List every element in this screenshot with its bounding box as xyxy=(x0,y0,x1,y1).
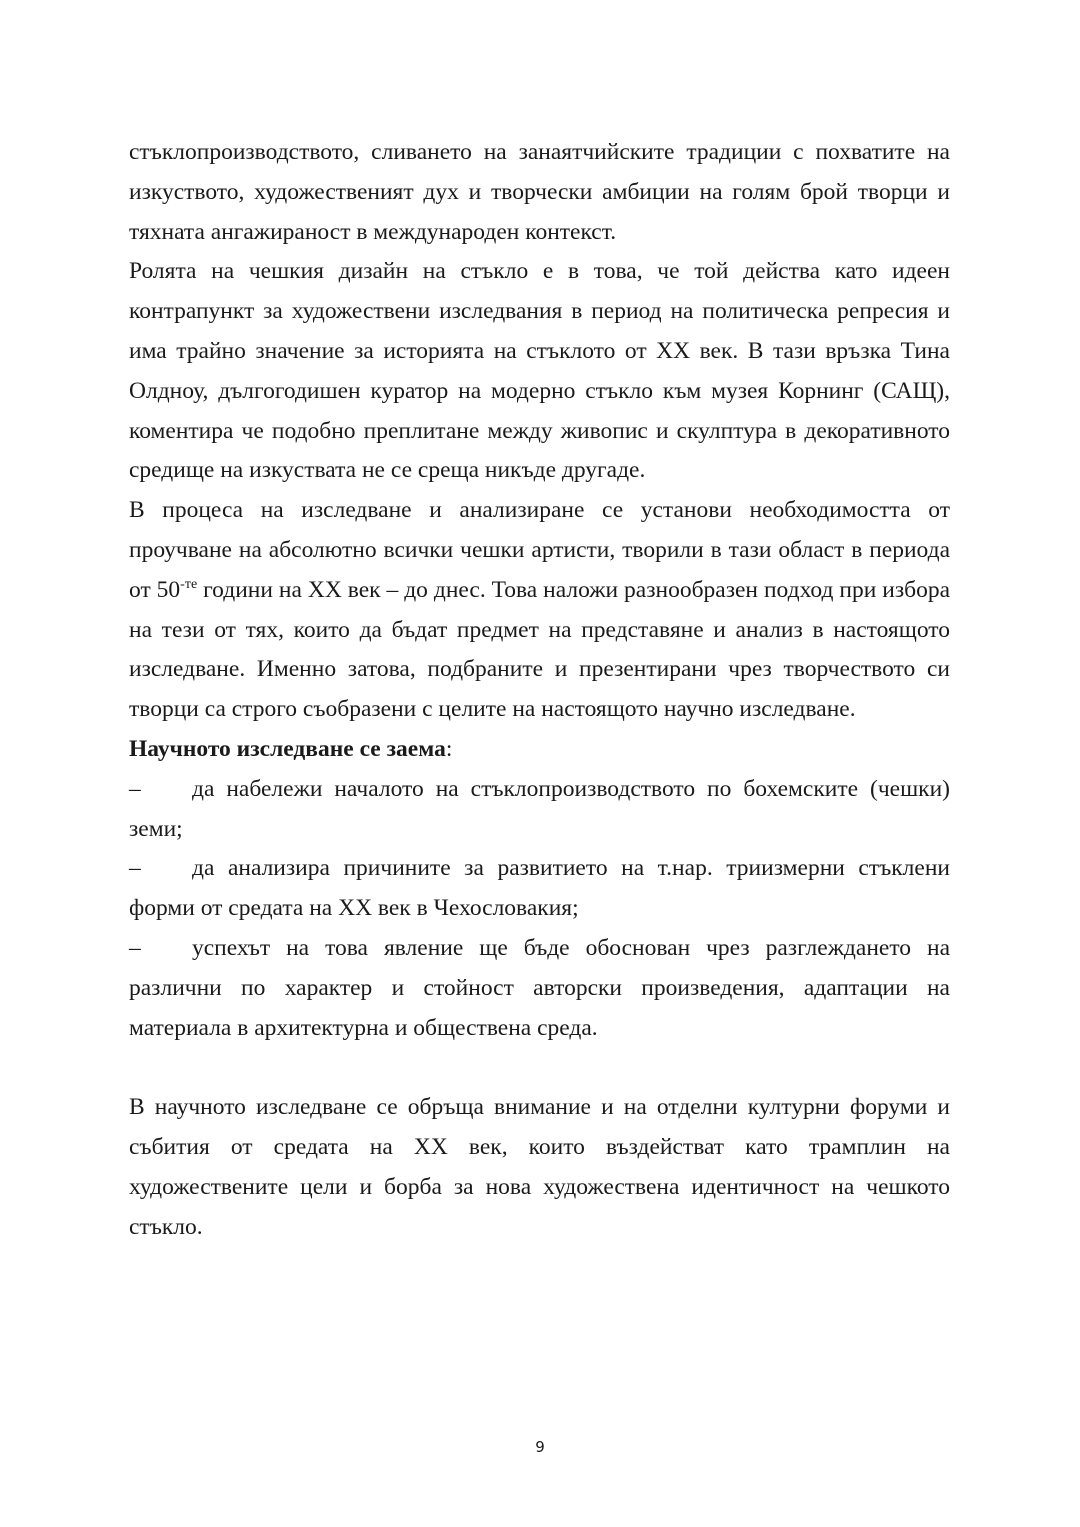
page-body xyxy=(129,133,950,1248)
list-dash-icon: – xyxy=(129,775,141,802)
list-dash-icon: – xyxy=(129,934,141,961)
paragraph-research-process-start: В процеса на изследване и анализиране се установи необходимостта от проучване на абсолютно всички чешки артисти, творили в тази област в периода от 50 xyxy=(129,497,950,603)
paragraph-spacer xyxy=(129,1048,950,1088)
goal-item-text: да набележи началото на стъклопроизводството по бохемските (чешки) земи; xyxy=(129,775,950,842)
goals-heading xyxy=(129,730,950,770)
page-number: 9 xyxy=(535,1438,545,1456)
goals-heading-colon: : xyxy=(445,735,453,762)
list-dash-icon: – xyxy=(129,855,141,882)
goals-heading-text: Научното изследване се заема xyxy=(129,735,446,762)
goal-item-text: да анализира причините за развитието на т.нар. триизмерни стъклени форми от средата на XX век в Чехословакия; xyxy=(129,855,950,922)
paragraph-cultural-forums: В научното изследване се обръща внимание и на отделни културни форуми и събития от средата на XX век, които въздействат като трамплин на художествените цели и борба за нова художествена идентичност на чешкото стъкло. xyxy=(129,1094,950,1240)
goal-item-text: успехът на това явление ще бъде обоснован чрез разглеждането на различни по характер и стойност авторски произведения, адаптации на материала в архитектурна и обществена среда. xyxy=(129,934,950,1041)
paragraph-research-process-end: години на XX век – до днес. Това наложи разнообразен подход при избора на тези от тях, които да бъдат предмет на представяне и анализ в настоящото изследване. Именно затова, подбраните и презентирани чрез творчеството си творци са строго съобразени с целите на настоящото научно изследване. xyxy=(129,576,951,723)
goal-item xyxy=(129,770,950,850)
paragraph-czech-design-role: Ролята на чешкия дизайн на стъкло е в това, че той действа като идеен контрапункт за художествени изследвания в период на политическа репресия и има трайно значение за историята на стъклото от XX век. В тази връзка Тина Олдноу, дългогодишен куратор на модерно стъкло към музея Корнинг (САЩ), коментира че подобно преплитане между живопис и скулптура в декоративното средище на изкуствата не се среща никъде другаде. xyxy=(129,258,950,484)
superscript-te: -те xyxy=(180,576,198,592)
goal-item xyxy=(129,849,950,929)
paragraph-intro-continuation: стъклопроизводството, сливането на занаятчийските традиции с похватите на изкуството, художественият дух и творчески амбиции на голям брой творци и тяхната ангажираност в международен контекст. xyxy=(129,139,950,245)
paragraph-research-process xyxy=(129,491,950,730)
goal-item xyxy=(129,929,950,1048)
